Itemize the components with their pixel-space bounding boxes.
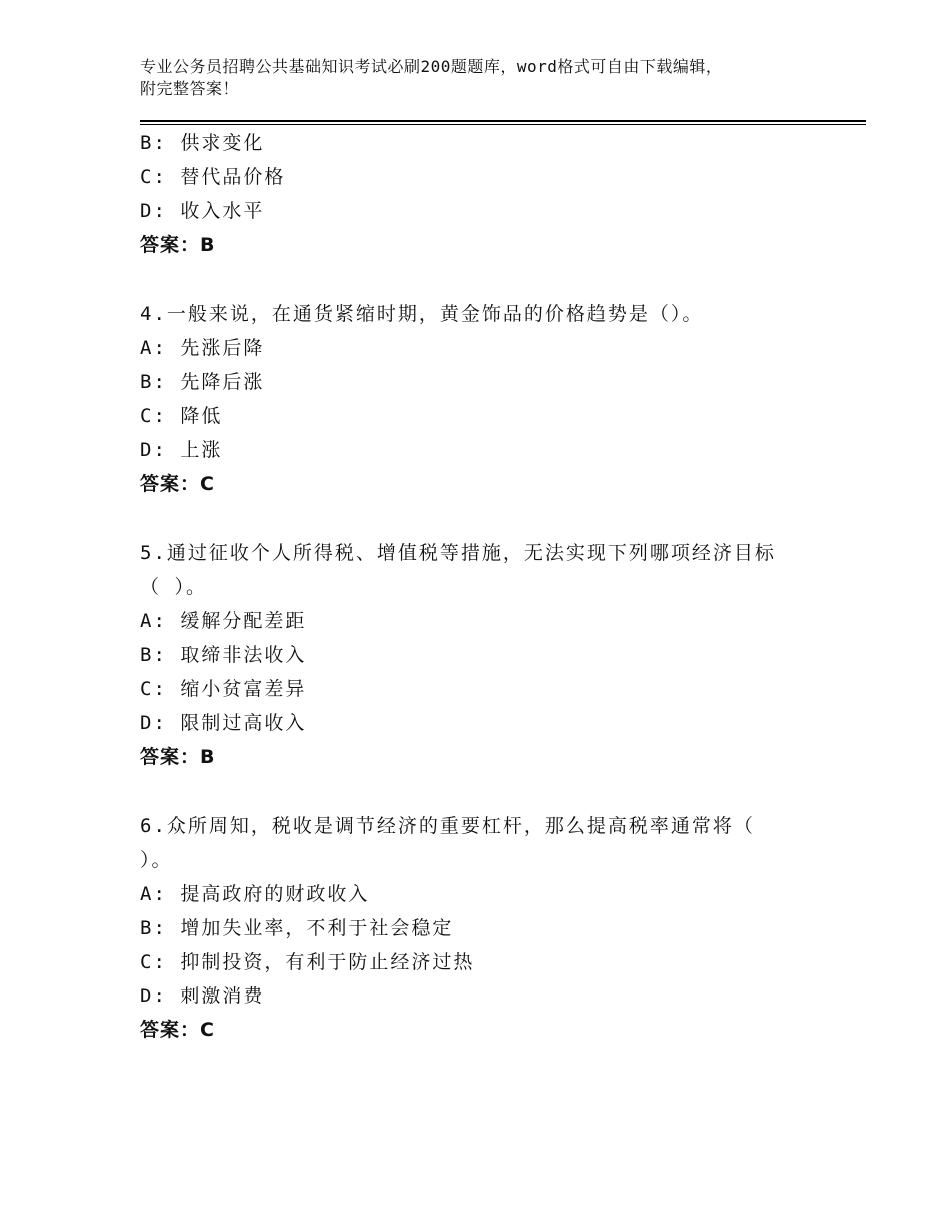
option-c: C: 降低 — [140, 405, 223, 427]
question-content — [140, 126, 840, 1047]
option-d: D: 刺激消费 — [140, 985, 265, 1007]
answer: 答案：B — [140, 746, 216, 768]
question-6 — [140, 809, 840, 1047]
option-b: B: 先降后涨 — [140, 371, 265, 393]
header-rule-thin — [140, 124, 866, 125]
question-title: 5.通过征收个人所得税、增值税等措施，无法实现下列哪项经济目标 — [140, 542, 776, 564]
option-a: A: 提高政府的财政收入 — [140, 883, 370, 905]
question-title: 4.一般来说，在通货紧缩时期，黄金饰品的价格趋势是（）。 — [140, 303, 704, 325]
option-d: D: 收入水平 — [140, 200, 265, 222]
question-5 — [140, 536, 840, 774]
document-header — [140, 56, 830, 100]
question-title: 6.众所周知，税收是调节经济的重要杠杆，那么提高税率通常将（ — [140, 815, 755, 837]
answer: 答案：B — [140, 234, 216, 256]
option-d: D: 限制过高收入 — [140, 712, 307, 734]
header-rule-thick — [140, 120, 866, 122]
option-a: A: 缓解分配差距 — [140, 610, 307, 632]
option-b: B: 供求变化 — [140, 132, 265, 154]
option-d: D: 上涨 — [140, 439, 223, 461]
option-b: B: 取缔非法收入 — [140, 644, 307, 666]
question-title-cont: （ ）。 — [140, 576, 207, 598]
answer: 答案：C — [140, 473, 215, 495]
option-a: A: 先涨后降 — [140, 337, 265, 359]
answer: 答案：C — [140, 1019, 215, 1041]
header-line-2: 附完整答案！ — [140, 79, 240, 98]
option-c: C: 替代品价格 — [140, 166, 286, 188]
prev-question — [140, 126, 840, 262]
header-line-1: 专业公务员招聘公共基础知识考试必刷200题题库，word格式可自由下载编辑， — [140, 57, 723, 76]
option-c: C: 抑制投资，有利于防止经济过热 — [140, 951, 475, 973]
question-4 — [140, 297, 840, 501]
option-b: B: 增加失业率，不利于社会稳定 — [140, 917, 454, 939]
question-title-cont: ）。 — [140, 849, 173, 871]
option-c: C: 缩小贫富差异 — [140, 678, 307, 700]
